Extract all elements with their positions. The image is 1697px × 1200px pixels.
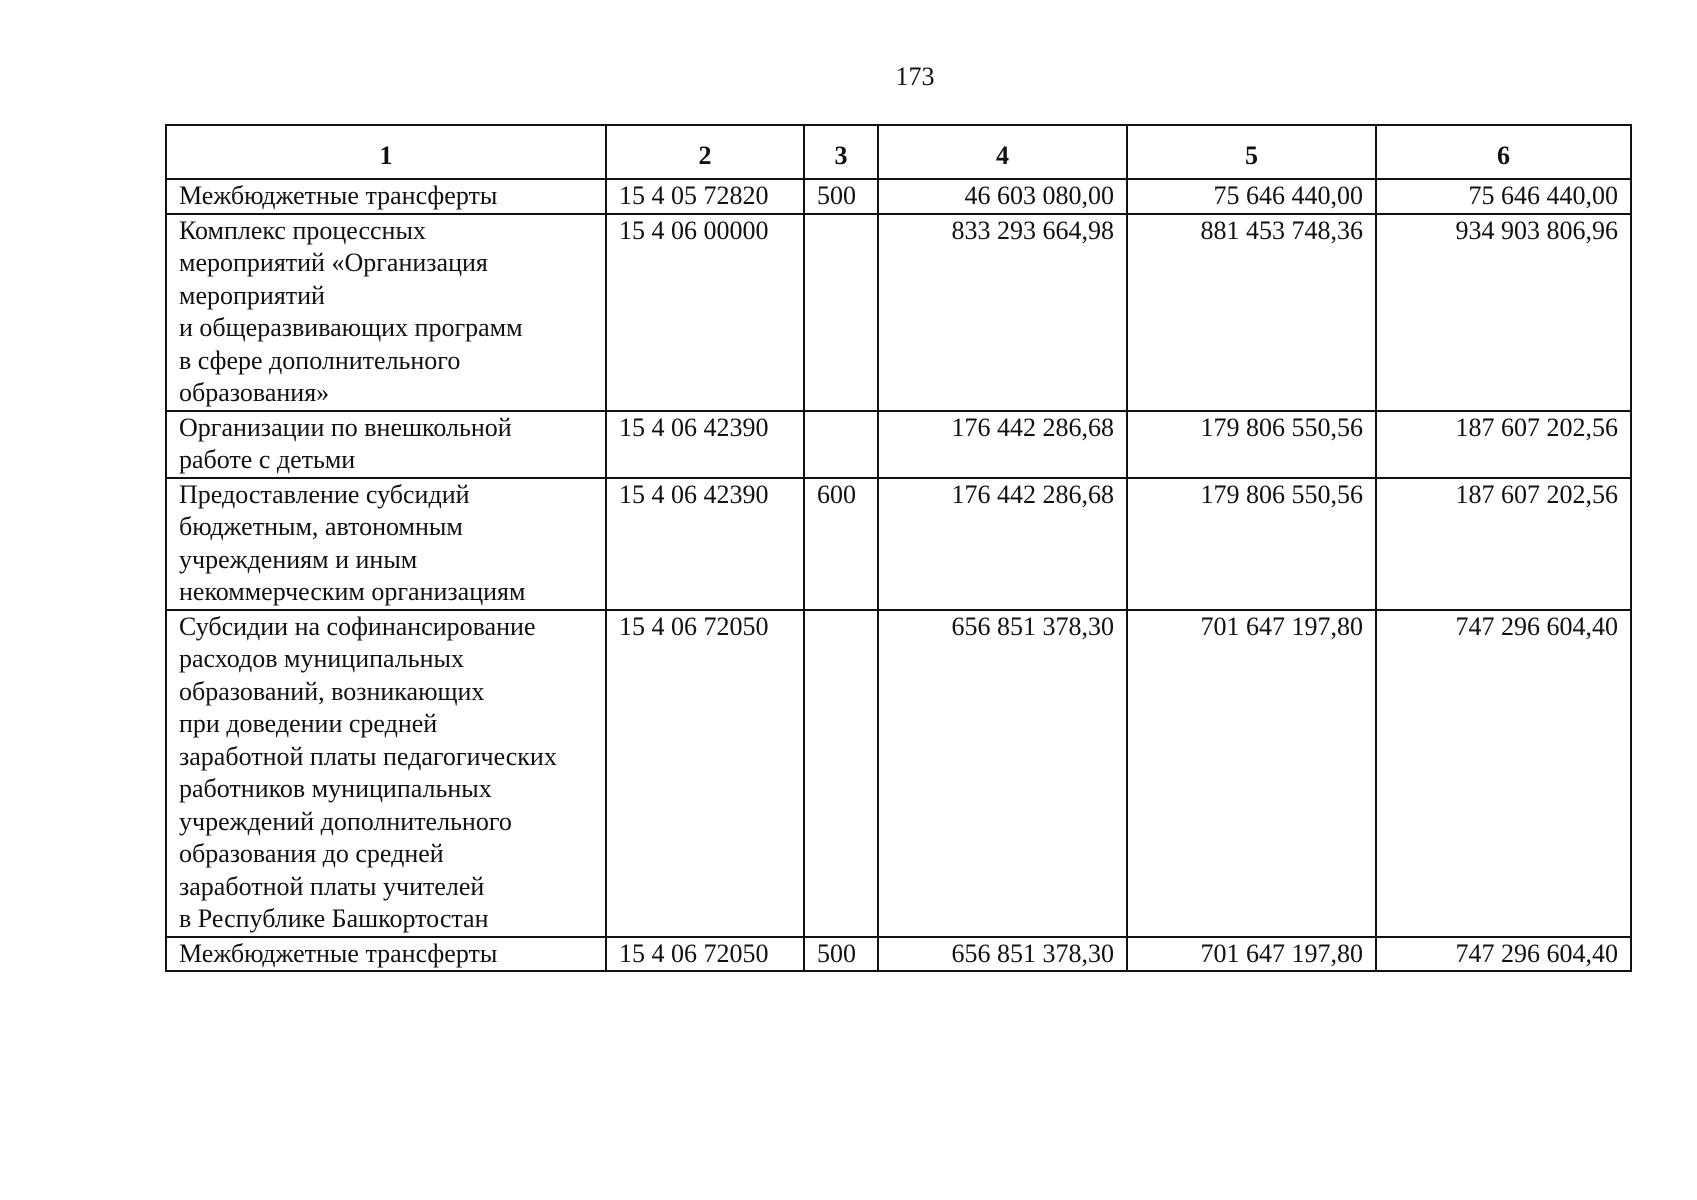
row-expense-type [804, 610, 878, 937]
row-name: Комплекс процессных мероприятий «Организация мероприятий и общеразвивающих программ в сфере дополнительного образования» [166, 214, 606, 411]
row-expense-type: 600 [804, 478, 878, 610]
row-amount-col5: 701 647 197,80 [1127, 610, 1376, 937]
row-name: Предоставление субсидий бюджетным, автономным учреждениям и иным некоммерческим организациям [166, 478, 606, 610]
row-amount-col4: 46 603 080,00 [878, 179, 1127, 214]
column-header-4: 4 [878, 125, 1127, 179]
column-header-1: 1 [166, 125, 606, 179]
row-amount-col5: 179 806 550,56 [1127, 478, 1376, 610]
table-row [166, 411, 1631, 478]
table-header-row [166, 125, 1631, 179]
row-name: Субсидии на софинансирование расходов муниципальных образований, возникающих при доведении средней заработной платы педагогических работников муниципальных учреждений дополнительного образования до средней заработной платы учителей в Республике Башкортостан [166, 610, 606, 937]
column-header-3: 3 [804, 125, 878, 179]
row-amount-col4: 176 442 286,68 [878, 411, 1127, 478]
row-amount-col4: 833 293 664,98 [878, 214, 1127, 411]
row-code: 15 4 05 72820 [606, 179, 804, 214]
row-code: 15 4 06 42390 [606, 478, 804, 610]
row-amount-col6: 747 296 604,40 [1376, 937, 1631, 972]
column-header-2: 2 [606, 125, 804, 179]
row-expense-type [804, 411, 878, 478]
row-amount-col4: 176 442 286,68 [878, 478, 1127, 610]
table-row [166, 478, 1631, 610]
row-amount-col5: 701 647 197,80 [1127, 937, 1376, 972]
table-row [166, 179, 1631, 214]
row-amount-col6: 187 607 202,56 [1376, 478, 1631, 610]
row-expense-type: 500 [804, 179, 878, 214]
row-expense-type: 500 [804, 937, 878, 972]
table-row [166, 610, 1631, 937]
column-header-5: 5 [1127, 125, 1376, 179]
row-amount-col6: 75 646 440,00 [1376, 179, 1631, 214]
row-name: Межбюджетные трансферты [166, 179, 606, 214]
row-expense-type [804, 214, 878, 411]
row-code: 15 4 06 42390 [606, 411, 804, 478]
row-amount-col6: 187 607 202,56 [1376, 411, 1631, 478]
page-number: 173 [895, 62, 935, 91]
row-amount-col6: 934 903 806,96 [1376, 214, 1631, 411]
budget-table [165, 124, 1632, 972]
row-amount-col5: 179 806 550,56 [1127, 411, 1376, 478]
row-code: 15 4 06 72050 [606, 937, 804, 972]
row-amount-col5: 881 453 748,36 [1127, 214, 1376, 411]
row-name: Организации по внешкольной работе с детьми [166, 411, 606, 478]
row-amount-col4: 656 851 378,30 [878, 937, 1127, 972]
row-code: 15 4 06 72050 [606, 610, 804, 937]
table-row [166, 937, 1631, 972]
row-amount-col5: 75 646 440,00 [1127, 179, 1376, 214]
row-amount-col6: 747 296 604,40 [1376, 610, 1631, 937]
column-header-6: 6 [1376, 125, 1631, 179]
row-name: Межбюджетные трансферты [166, 937, 606, 972]
table-row [166, 214, 1631, 411]
row-amount-col4: 656 851 378,30 [878, 610, 1127, 937]
row-code: 15 4 06 00000 [606, 214, 804, 411]
